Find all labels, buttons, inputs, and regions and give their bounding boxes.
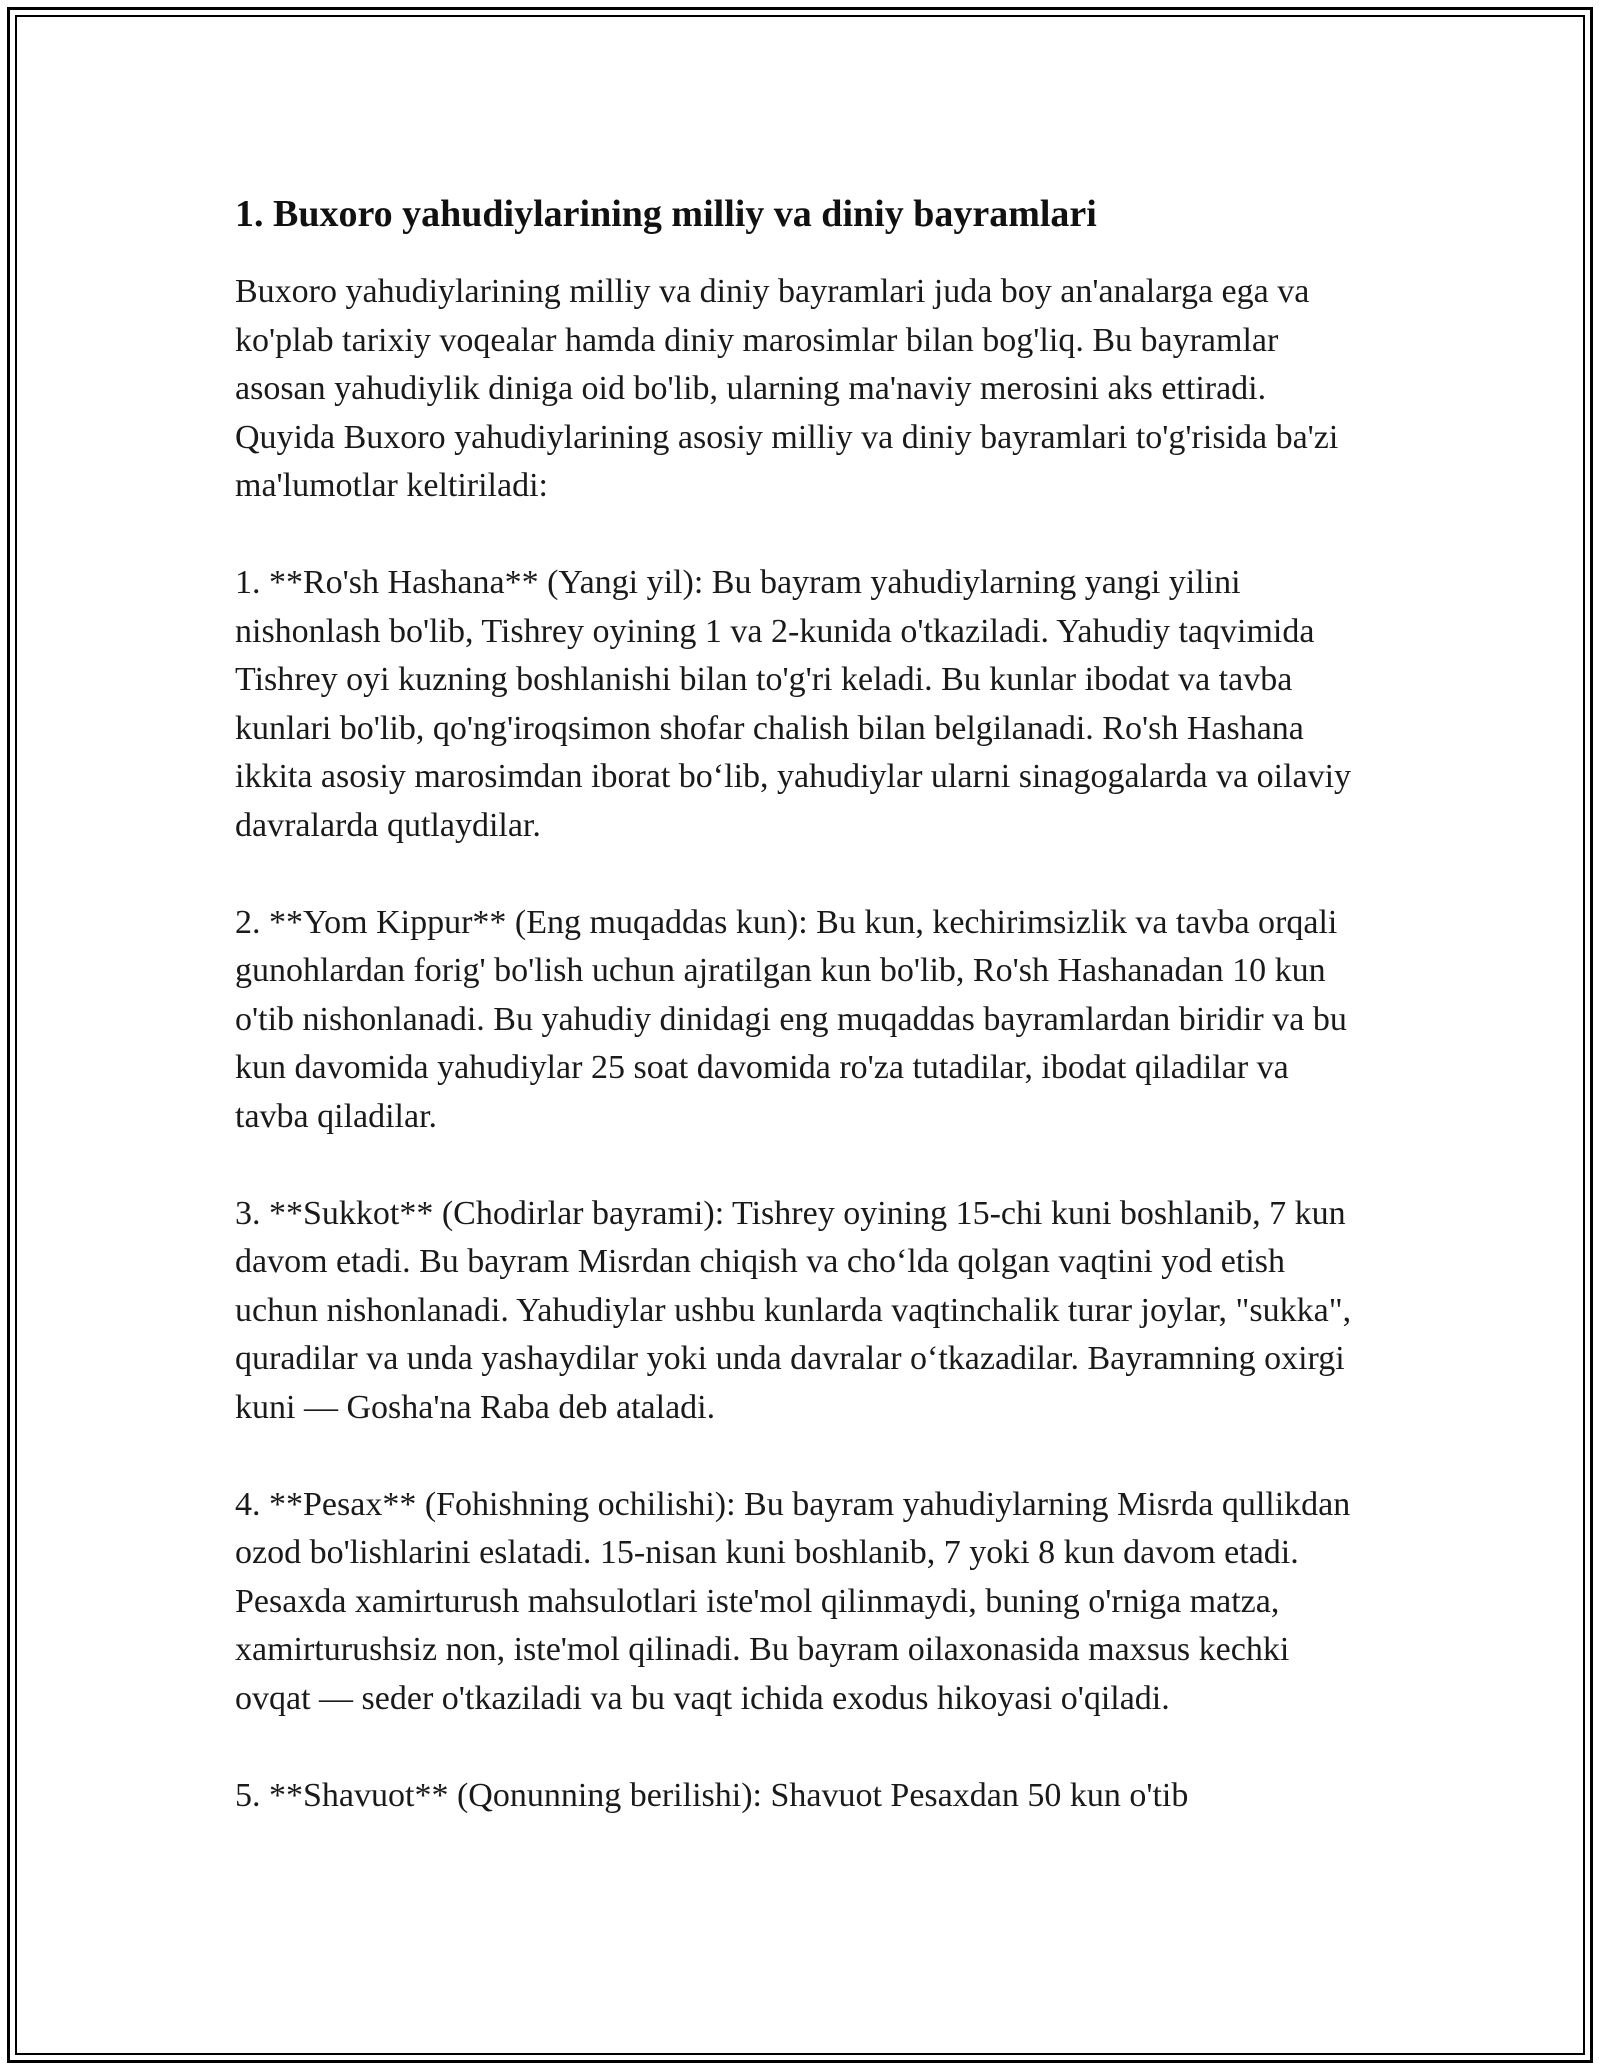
- paragraph-yom-kippur: 2. **Yom Kippur** (Eng muqaddas kun): Bu kun, kechirimsizlik va tavba orqali gunohlardan forig' bo'lish uchun ajratilgan kun bo'lib, Ro'sh Hashanadan 10 kun o'tib nishonlanadi. Bu yahudiy dinidagi eng muqaddas bayramlardan biridir va bu kun davomida yahudiylar 25 soat davomida ro'za tutadilar, ibodat qiladilar va tavba qiladilar.: [235, 903, 1347, 1135]
- document-body: [235, 188, 1365, 1869]
- paragraph-rosh-hashana: 1. **Ro'sh Hashana** (Yangi yil): Bu bayram yahudiylarning yangi yilini nishonlash bo'lib, Tishrey oyining 1 va 2-kunida o'tkaziladi. Yahudiy taqvimida Tishrey oyi kuzning boshlanishi bilan to'g'ri keladi. Bu kunlar ibodat va tavba kunlari bo'lib, qo'ng'iroqsimon shofar chalish bilan belgilanadi. Ro'sh Hashana ikkita asosiy marosimdan iborat bo‘lib, yahudiylar ularni sinagogalarda va oilaviy davralarda qutlaydilar.: [235, 564, 1352, 844]
- paragraph-sukkot: 3. **Sukkot** (Chodirlar bayrami): Tishrey oyining 15-chi kuni boshlanib, 7 kun davom etadi. Bu bayram Misrdan chiqish va cho‘lda qolgan vaqtini yod etish uchun nishonlanadi. Yahudiylar ushbu kunlarda vaqtinchalik turar joylar, "sukka", quradilar va unda yashaydilar yoki unda davralar o‘tkazadilar. Bayramning oxirgi kuni — Gosha'na Raba deb ataladi.: [235, 1194, 1352, 1426]
- paragraph-pesax: 4. **Pesax** (Fohishning ochilishi): Bu bayram yahudiylarning Misrda qullikdan ozod bo'lishlarini eslatadi. 15-nisan kuni boshlanib, 7 yoki 8 kun davom etadi. Pesaxda xamirturush mahsulotlari iste'mol qilinmaydi, buning o'rniga matza, xamirturushsiz non, iste'mol qilinadi. Bu bayram oilaxonasida maxsus kechki ovqat — seder o'tkaziladi va bu vaqt ichida exodus hikoyasi o'qiladi.: [235, 1485, 1351, 1717]
- intro-paragraph: Buxoro yahudiylarining milliy va diniy bayramlari juda boy an'analarga ega va ko'plab tarixiy voqealar hamda diniy marosimlar bilan bog'liq. Bu bayramlar asosan yahudiylik diniga oid bo'lib, ularning ma'naviy merosini aks ettiradi. Quyida Buxoro yahudiylarining asosiy milliy va diniy bayramlari to'g'risida ba'zi ma'lumotlar keltiriladi:: [235, 273, 1339, 504]
- document-heading: 1. Buxoro yahudiylarining milliy va diniy bayramlari: [235, 193, 1097, 235]
- paragraph-shavuot: 5. **Shavuot** (Qonunning berilishi): Shavuot Pesaxdan 50 kun o'tib: [235, 1776, 1189, 1814]
